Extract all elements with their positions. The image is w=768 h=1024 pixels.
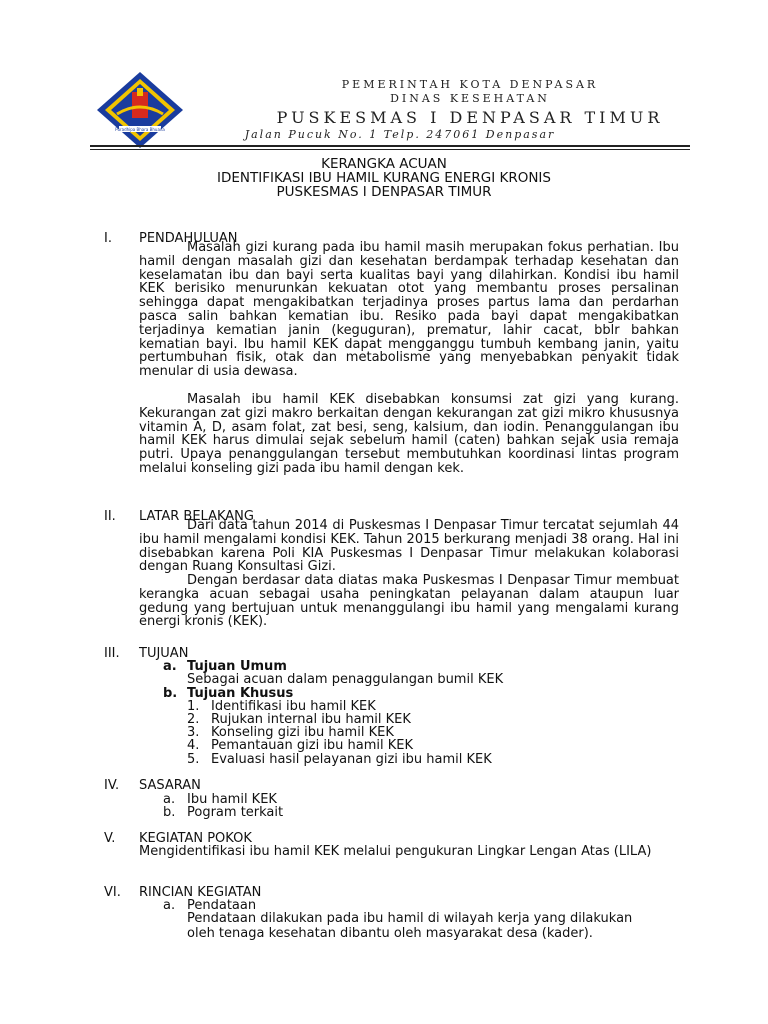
letterhead-address: Jalan Pucuk No. 1 Telp. 247061 Denpasar (244, 128, 556, 141)
section-heading: PENDAHULUAN (139, 231, 238, 246)
list-marker: a. (163, 792, 176, 807)
section-heading: SASARAN (139, 778, 201, 793)
list-marker: a. (163, 898, 176, 913)
list-number: 4. (187, 738, 200, 753)
section-paragraph: Mengidentifikasi ibu hamil KEK melalui pengukuran Lingkar Lengan Atas (LILA) (139, 844, 652, 859)
detail-text-line: oleh tenaga kesehatan dibantu oleh masyarakat desa (kader). (187, 926, 593, 941)
list-item: Identifikasi ibu hamil KEK (211, 699, 376, 714)
letterhead-rule-thick (90, 145, 690, 147)
letterhead-department: DINAS KESEHATAN (390, 92, 550, 105)
logo-gate-top (137, 88, 143, 96)
list-item: Konseling gizi ibu hamil KEK (211, 725, 394, 740)
list-number: 1. (187, 699, 200, 714)
list-number: 5. (187, 752, 200, 767)
logo-motto: Puradhipa Bhara Bhuana (115, 127, 165, 132)
section-number: III. (104, 646, 120, 661)
section-heading: RINCIAN KEGIATAN (139, 885, 262, 900)
section-paragraph: Masalah ibu hamil KEK disebabkan konsumsi zat gizi yang kurang. Kekurangan zat gizi makro berkaitan dengan kekurangan zat gizi mikro khususnya vitamin A, D, asam folat, zat besi, seng, kalsium, dan iodin. Penanggulangan ibu hamil KEK harus dimulai sejak sebelum hamil (caten) bahkan sejak usia remaja putri. Upaya penanggulangan tersebut membutuhkan koordinasi lintas program melalui konseling gizi pada ibu hamil dengan kek. (139, 392, 679, 476)
list-item: Ibu hamil KEK (187, 792, 277, 807)
detail-text-line: Pendataan dilakukan pada ibu hamil di wilayah kerja yang dilakukan (187, 911, 633, 926)
letterhead-institution: PUSKESMAS I DENPASAR TIMUR (276, 108, 664, 127)
section-number: IV. (104, 778, 120, 793)
general-goal-text: Sebagai acuan dalam penaggulangan bumil KEK (187, 672, 504, 687)
doc-title-line1: KERANGKA ACUAN (321, 156, 447, 172)
section-paragraph: Dengan berdasar data diatas maka Puskesmas I Denpasar Timur membuat kerangka acuan sebagai usaha peningkatan pelayanan dalam ataupun luar gedung yang bertujuan untuk menanggulangi ibu hamil yang mengalami kurang energi kronis (KEK). (139, 573, 679, 630)
section-number: I. (104, 231, 112, 246)
section-paragraph: Dari data tahun 2014 di Puskesmas I Denpasar Timur tercatat sejumlah 44 ibu hamil mengalami kondisi KEK. Tahun 2015 berkurang menjadi 38 orang. Hal ini disebabkan karena Poli KIA Puskesmas I Denpasar Timur melakukan kolaborasi dengan Ruang Konsultasi Gizi. (139, 518, 679, 575)
section-heading: KEGIATAN POKOK (139, 831, 252, 846)
doc-title-line3: PUSKESMAS I DENPASAR TIMUR (276, 184, 492, 200)
list-item: Pogram terkait (187, 805, 284, 820)
section-number: V. (104, 831, 116, 846)
list-number: 3. (187, 725, 200, 740)
subheading-general-goal: Tujuan Umum (187, 659, 287, 674)
section-paragraph: Masalah gizi kurang pada ibu hamil masih merupakan fokus perhatian. Ibu hamil dengan masalah gizi dan kesehatan berdampak terhadap kesehatan dan keselamatan ibu dan bayi serta kualitas bayi yang dilahirkan. Kondisi ibu hamil KEK berisiko menurunkan kekuatan otot yang membantu proses persalinan sehingga dapat mengakibatkan terjadinya proses partus lama dan perdarhan pasca salin bahkan kematian ibu. Resiko pada bayi dapat mengakibatkan terjadinya kematian janin (keguguran), prematur, lahir cacat, bblr bahkan kematian bayi. Ibu hamil KEK dapat mengganggu tumbuh kembang janin, yaitu pertumbuhan fisik, otak dan metabolisme yang menyebabkan penyakit tidak menular di usia dewasa. (139, 240, 679, 380)
list-marker: b. (163, 686, 178, 701)
doc-title-line2: IDENTIFIKASI IBU HAMIL KURANG ENERGI KRONIS (217, 170, 551, 186)
list-item: Evaluasi hasil pelayanan gizi ibu hamil KEK (211, 752, 492, 767)
list-number: 2. (187, 712, 200, 727)
section-heading: TUJUAN (139, 646, 189, 661)
list-marker: a. (163, 659, 177, 674)
letterhead-government: PEMERINTAH KOTA DENPASAR (341, 78, 599, 91)
list-item: Rujukan internal ibu hamil KEK (211, 712, 411, 727)
list-item: Pemantauan gizi ibu hamil KEK (211, 738, 414, 753)
section-number: II. (104, 509, 116, 524)
subheading-specific-goal: Tujuan Khusus (187, 686, 294, 701)
subheading-data-collection: Pendataan (187, 898, 257, 913)
letterhead-rule-thin (90, 149, 690, 150)
section-number: VI. (104, 885, 121, 900)
list-marker: b. (163, 805, 176, 820)
section-heading: LATAR BELAKANG (139, 509, 254, 524)
